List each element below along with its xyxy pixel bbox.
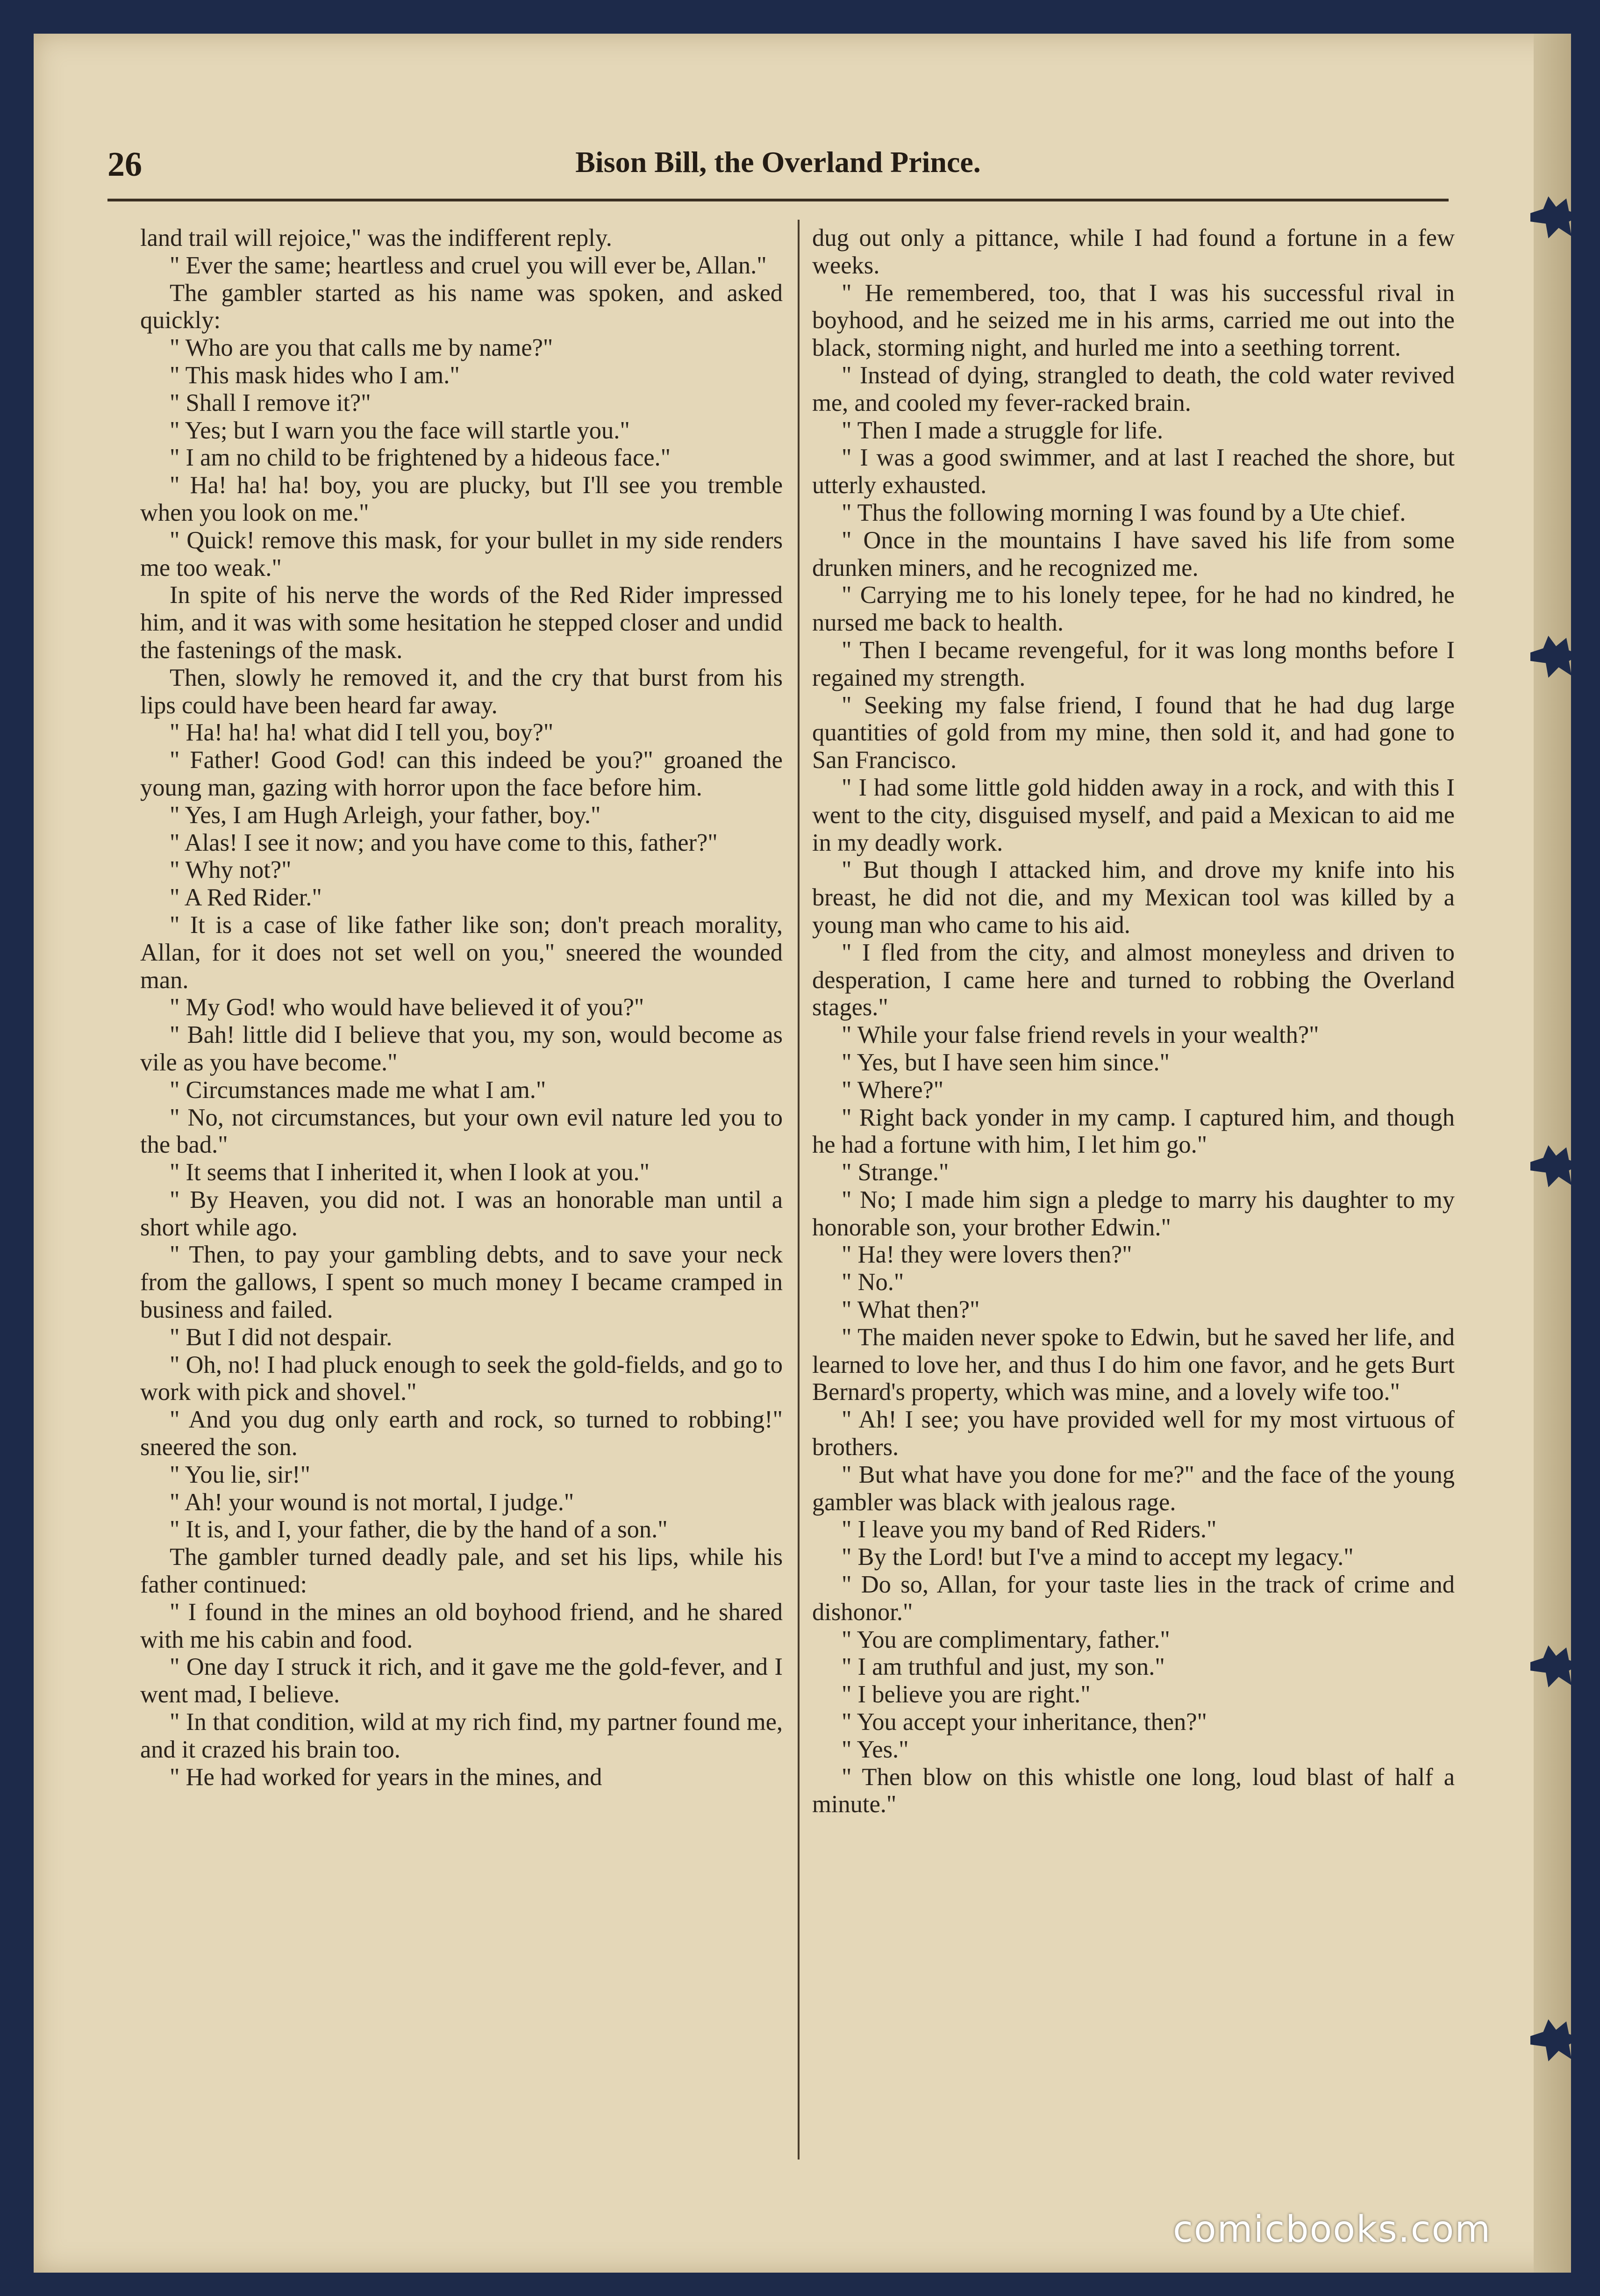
- paragraph: " But I did not despair.: [170, 1323, 393, 1351]
- paragraph: " The maiden never spoke to Edwin, but he saved her life, and learned to love her, and thus I do him one favor, and he gets Burt Bernard's property, which was mine, and a lovely wife too.": [812, 1323, 1455, 1406]
- paragraph: " I had some little gold hidden away in a rock, and with this I went to the city, disguised myself, and paid a Mexican to aid me in my deadly work.: [812, 774, 1455, 856]
- paragraph: " Right back yonder in my camp. I captured him, and though he had a fortune with him, I let him go.": [812, 1104, 1455, 1159]
- paragraph: " Where?": [842, 1076, 944, 1104]
- paragraph: " Seeking my false friend, I found that he had dug large quantities of gold from my mine, then sold it, and had gone to San Francisco.: [812, 691, 1455, 774]
- paragraph: " No, not circumstances, but your own evil nature led you to the bad.": [140, 1104, 783, 1159]
- paragraph: " Then I became revengeful, for it was long months before I regained my strength.: [812, 636, 1455, 691]
- paragraph: " One day I struck it rich, and it gave me the gold-fever, and I went mad, I believe.: [140, 1653, 783, 1708]
- paragraph: " While your false friend revels in your wealth?": [842, 1021, 1319, 1049]
- paragraph: " What then?": [842, 1296, 980, 1324]
- paragraph: " Oh, no! I had pluck enough to seek the gold-fields, and go to work with pick and shovel.": [140, 1351, 783, 1406]
- paragraph: Then, slowly he removed it, and the cry that burst from his lips could have been heard far away.: [140, 664, 783, 719]
- paragraph: " Circumstances made me what I am.": [170, 1076, 546, 1104]
- paragraph: " By Heaven, you did not. I was an honorable man until a short while ago.: [140, 1186, 783, 1241]
- paragraph: " And you dug only earth and rock, so turned to robbing!" sneered the son.: [140, 1406, 783, 1461]
- paragraph: " It is, and I, your father, die by the hand of a son.": [170, 1516, 668, 1543]
- paragraph: " Quick! remove this mask, for your bullet in my side renders me too weak.": [140, 526, 783, 581]
- paragraph: " Strange.": [842, 1159, 949, 1186]
- paragraph: " I fled from the city, and almost moneyless and driven to desperation, I came here and turned to robbing the Overland stages.": [812, 939, 1455, 1021]
- paragraph: " By the Lord! but I've a mind to accept my legacy.": [842, 1543, 1354, 1571]
- paragraph: " You lie, sir!": [170, 1461, 311, 1488]
- paragraph: The gambler turned deadly pale, and set his lips, while his father continued:: [140, 1543, 783, 1599]
- paragraph: The gambler started as his name was spoken, and asked quickly:: [140, 279, 783, 334]
- paragraph: " Ha! ha! ha! what did I tell you, boy?": [170, 719, 554, 746]
- paragraph: " He remembered, too, that I was his successful rival in boyhood, and he seized me in his arms, carried me out into the black, storming night, and hurled me into a seething torrent.: [812, 279, 1455, 362]
- paragraph: " I found in the mines an old boyhood friend, and he shared with me his cabin and food.: [140, 1598, 783, 1653]
- paragraph: " I am truthful and just, my son.": [842, 1653, 1165, 1681]
- paragraph: " Yes, but I have seen him since.": [842, 1048, 1170, 1076]
- paragraph: " Then, to pay your gambling debts, and to save your neck from the gallows, I spent so much money I became cramped in business and failed.: [140, 1241, 783, 1324]
- paragraph: " Ah! I see; you have provided well for my most virtuous of brothers.: [812, 1406, 1455, 1461]
- paragraph: " I leave you my band of Red Riders.": [842, 1516, 1217, 1543]
- paragraph: " Ever the same; heartless and cruel you will ever be, Allan.": [170, 251, 767, 279]
- left-column: [140, 224, 783, 1791]
- column-divider: [798, 220, 800, 2160]
- paragraph: " Once in the mountains I have saved his life from some drunken miners, and he recognized me.: [812, 526, 1455, 581]
- paragraph: " Thus the following morning I was found by a Ute chief.: [842, 499, 1406, 526]
- paragraph: " I was a good swimmer, and at last I reached the shore, but utterly exhausted.: [812, 444, 1455, 499]
- paragraph: " You accept your inheritance, then?": [842, 1708, 1207, 1736]
- paragraph: " Yes.": [842, 1736, 909, 1763]
- paragraph: " No.": [842, 1269, 904, 1296]
- paragraph: " Alas! I see it now; and you have come to this, father?": [170, 829, 718, 856]
- page-number: 26: [107, 145, 142, 184]
- paragraph: " Do so, Allan, for your taste lies in the track of crime and dishonor.": [812, 1571, 1455, 1626]
- paragraph: " Father! Good God! can this indeed be you?" groaned the young man, gazing with horror upon the face before him.: [140, 746, 783, 801]
- page-header: [107, 145, 1449, 201]
- watermark: comicbooks.com: [1173, 2209, 1492, 2251]
- paragraph: dug out only a pittance, while I had found a fortune in a few weeks.: [812, 224, 1455, 279]
- paragraph: " In that condition, wild at my rich find, my partner found me, and it crazed his brain too.: [140, 1708, 783, 1763]
- paragraph: " He had worked for years in the mines, and: [170, 1763, 602, 1791]
- paragraph: " My God! who would have believed it of you?": [170, 994, 644, 1021]
- header-rule: [107, 199, 1449, 201]
- running-title: Bison Bill, the Overland Prince.: [575, 145, 981, 179]
- paragraph: " I believe you are right.": [842, 1681, 1091, 1708]
- paragraph: " Then I made a struggle for life.: [842, 416, 1164, 444]
- paragraph: " Bah! little did I believe that you, my son, would become as vile as you have become.": [140, 1021, 783, 1076]
- paragraph: " A Red Rider.": [170, 884, 322, 911]
- paragraph: " Carrying me to his lonely tepee, for he had no kindred, he nursed me back to health.: [812, 581, 1455, 637]
- paragraph: " You are complimentary, father.": [842, 1626, 1170, 1653]
- paragraph: " I am no child to be frightened by a hideous face.": [170, 444, 671, 472]
- paragraph: " This mask hides who I am.": [170, 361, 460, 389]
- paragraph: " Then blow on this whistle one long, loud blast of half a minute.": [812, 1763, 1455, 1818]
- paragraph: " Instead of dying, strangled to death, the cold water revived me, and cooled my fever-racked brain.: [812, 361, 1455, 416]
- paragraph: " But though I attacked him, and drove my knife into his breast, he did not die, and my Mexican tool was killed by a young man who came to his aid.: [812, 856, 1455, 939]
- paragraph: " Ha! they were lovers then?": [842, 1241, 1132, 1269]
- paragraph: " It is a case of like father like son; don't preach morality, Allan, for it does not set well on you," sneered the wounded man.: [140, 911, 783, 994]
- paragraph: " Ha! ha! ha! boy, you are plucky, but I'll see you tremble when you look on me.": [140, 472, 783, 526]
- paragraph: " Why not?": [170, 856, 292, 884]
- paragraph: " Yes, I am Hugh Arleigh, your father, boy.": [170, 801, 601, 829]
- paragraph: " Yes; but I warn you the face will startle you.": [170, 416, 630, 444]
- paragraph: " Who are you that calls me by name?": [170, 334, 553, 362]
- paragraph: " No; I made him sign a pledge to marry his daughter to my honorable son, your brother Edwin.": [812, 1186, 1455, 1241]
- paragraph: " Ah! your wound is not mortal, I judge.": [170, 1488, 574, 1516]
- paragraph: " Shall I remove it?": [170, 389, 371, 416]
- paragraph: In spite of his nerve the words of the Red Rider impressed him, and it was with some hesitation he stepped closer and undid the fastenings of the mask.: [140, 581, 783, 664]
- right-column: [812, 224, 1455, 1818]
- paragraph: land trail will rejoice," was the indifferent reply.: [140, 224, 612, 251]
- paragraph: " But what have you done for me?" and the face of the young gambler was black with jealous rage.: [812, 1461, 1455, 1516]
- paragraph: " It seems that I inherited it, when I look at you.": [170, 1159, 650, 1186]
